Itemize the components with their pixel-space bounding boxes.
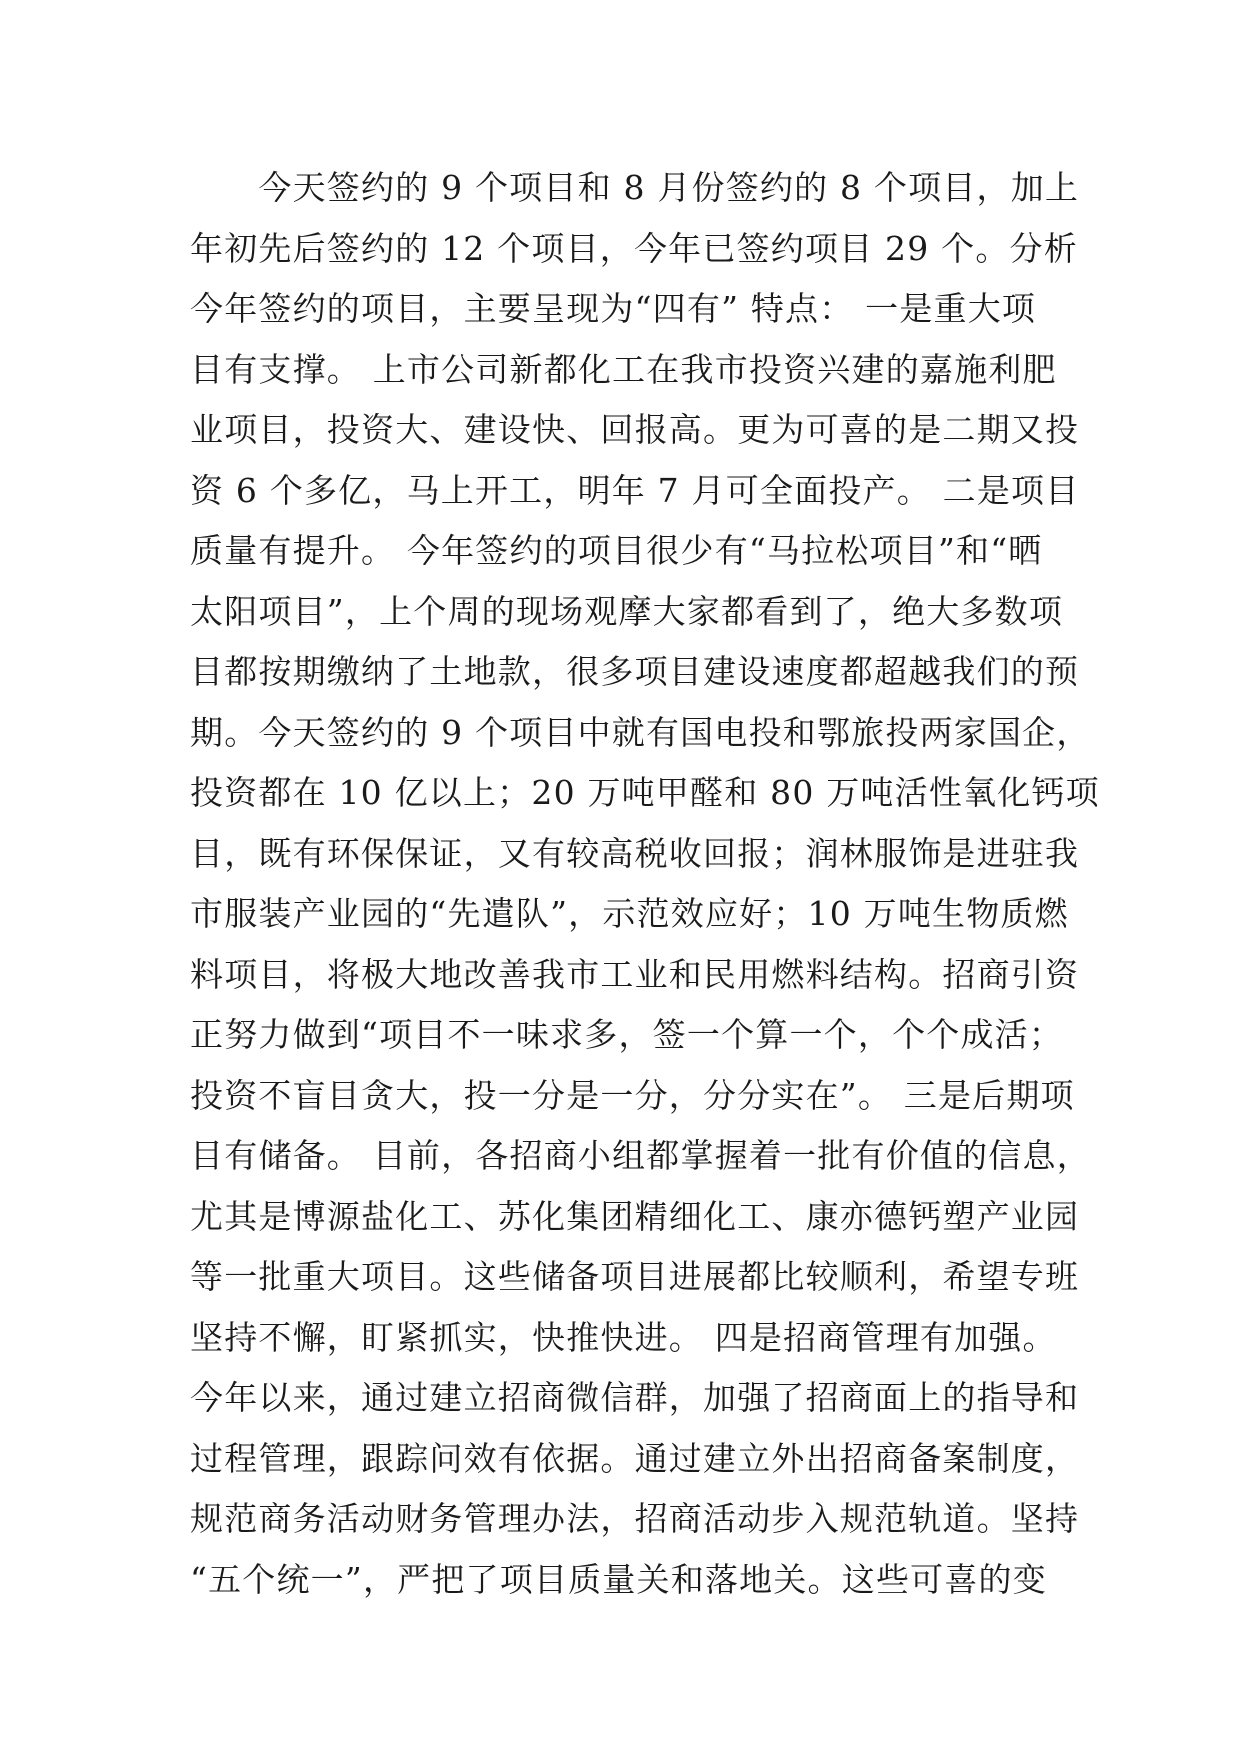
text-line: “五个统一”，严把了项目质量关和落地关。这些可喜的变 — [190, 1559, 1047, 1599]
text-line: 年初先后签约的 12 个项目，今年已签约项目 29 个。分析 — [190, 228, 1078, 268]
text-line: 目，既有环保保证，又有较高税收回报；润林服饰是进驻我 — [190, 833, 1080, 873]
text-line: 今年以来，通过建立招商微信群，加强了招商面上的指导和 — [190, 1378, 1080, 1417]
text-line: 规范商务活动财务管理办法，招商活动步入规范轨道。坚持 — [190, 1499, 1080, 1538]
text-line: 过程管理，跟踪问效有依据。通过建立外出招商备案制度， — [190, 1438, 1080, 1478]
text-line: 目有储备。 目前，各招商小组都掌握着一批有价值的信息， — [190, 1136, 1091, 1175]
body-paragraph — [190, 158, 1100, 1610]
text-line: 今天签约的 9 个项目和 8 月份签约的 8 个项目，加上 — [190, 168, 1080, 207]
text-line: 资 6 个多亿，马上开工，明年 7 月可全面投产。 二是项目 — [190, 470, 1080, 510]
text-line: 今年签约的项目，主要呈现为“四有” 特点： 一是重大项 — [190, 289, 1037, 328]
text-line: 质量有提升。 今年签约的项目很少有“马拉松项目”和“晒 — [190, 531, 1043, 570]
text-line: 目都按期缴纳了土地款，很多项目建设速度都超越我们的预 — [190, 652, 1080, 691]
text-line: 等一批重大项目。这些储备项目进展都比较顺利，希望专班 — [190, 1257, 1080, 1296]
text-line: 太阳项目”，上个周的现场观摩大家都看到了，绝大多数项 — [190, 591, 1064, 631]
text-line: 投资不盲目贪大，投一分是一分，分分实在”。 三是后期项 — [190, 1075, 1075, 1115]
text-line: 市服装产业园的“先遣队”，示范效应好；10 万吨生物质燃 — [190, 894, 1069, 933]
text-line: 业项目，投资大、建设快、回报高。更为可喜的是二期又投 — [190, 410, 1080, 449]
text-line: 坚持不懈，盯紧抓实，快推快进。 四是招商管理有加强。 — [190, 1317, 1057, 1357]
text-line: 目有支撑。 上市公司新都化工在我市投资兴建的嘉施利肥 — [190, 349, 1057, 389]
text-line: 投资都在 10 亿以上；20 万吨甲醛和 80 万吨活性氧化钙项 — [190, 773, 1100, 812]
text-line: 料项目，将极大地改善我市工业和民用燃料结构。招商引资 — [190, 954, 1080, 994]
text-line: 正努力做到“项目不一味求多，签一个算一个，个个成活； — [190, 1015, 1064, 1054]
text-line: 尤其是博源盐化工、苏化集团精细化工、康亦德钙塑产业园 — [190, 1196, 1080, 1236]
text-line: 期。今天签约的 9 个项目中就有国电投和鄂旅投两家国企， — [190, 712, 1091, 752]
